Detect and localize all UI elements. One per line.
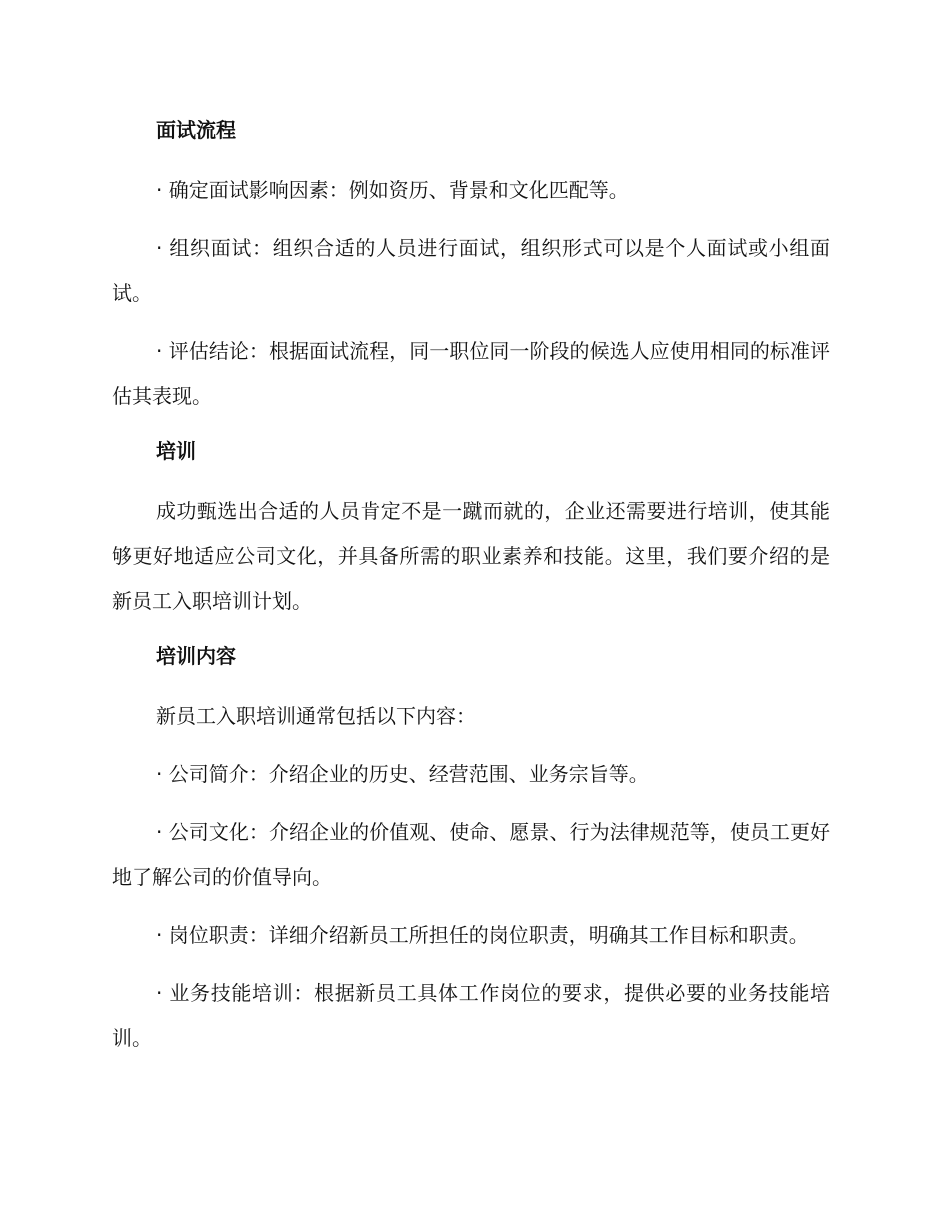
section-heading-training: 培训 <box>156 439 196 463</box>
paragraph-training-intro: 成功甄选出合适的人员肯定不是一蹴而就的，企业还需要进行培训，使其能够更好地适应公司文化，并具备所需的职业素养和技能。这里，我们要介绍的是新员工入职培训计划。 <box>112 499 830 613</box>
bullet-evaluate-conclusion: · 评估结论：根据面试流程，同一职位同一阶段的候选人应使用相同的标准评估其表现。 <box>112 339 830 408</box>
bullet-interview-factors: · 确定面试影响因素：例如资历、背景和文化匹配等。 <box>156 178 629 202</box>
paragraph-training-content-intro: 新员工入职培训通常包括以下内容： <box>156 704 476 728</box>
bullet-organize-interview: · 组织面试：组织合适的人员进行面试，组织形式可以是个人面试或小组面试。 <box>112 236 830 305</box>
document-page <box>112 111 830 1074</box>
bullet-job-responsibilities: · 岗位职责：详细介绍新员工所担任的岗位职责，明确其工作目标和职责。 <box>156 923 809 947</box>
bullet-company-profile: · 公司简介：介绍企业的历史、经营范围、业务宗旨等。 <box>156 762 649 786</box>
bullet-business-skills-training: · 业务技能培训：根据新员工具体工作岗位的要求，提供必要的业务技能培训。 <box>112 981 830 1050</box>
section-heading-training-content: 培训内容 <box>156 644 236 668</box>
bullet-company-culture: · 公司文化：介绍企业的价值观、使命、愿景、行为法律规范等，使员工更好地了解公司的价值导向。 <box>112 820 830 889</box>
section-heading-interview-process: 面试流程 <box>156 118 236 142</box>
